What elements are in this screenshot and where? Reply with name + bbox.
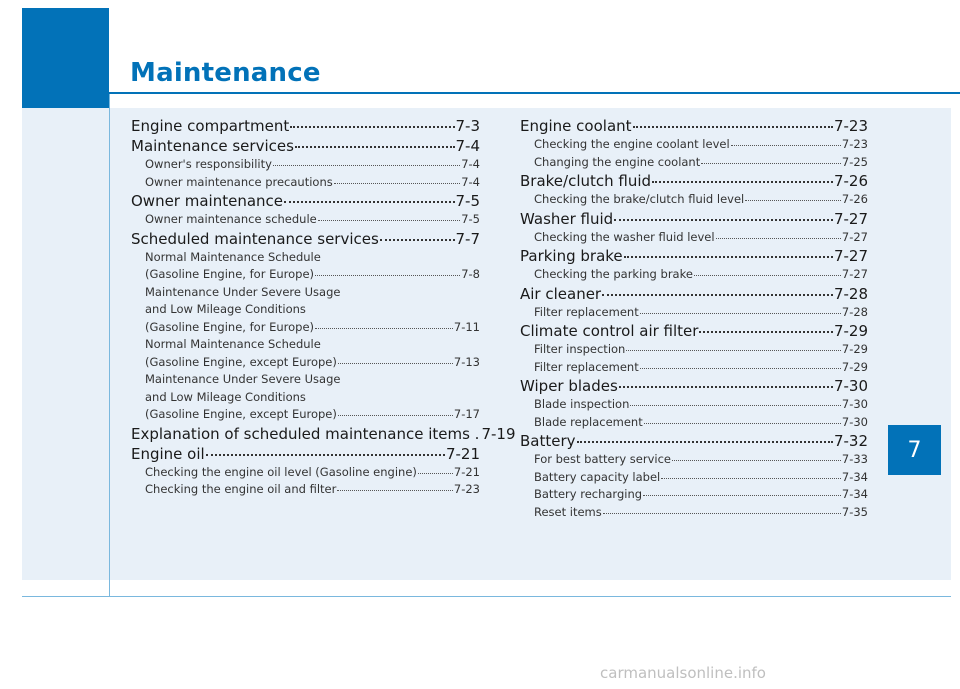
toc-page-number: 7-8 [461, 267, 480, 281]
toc-section-entry[interactable] [520, 210, 868, 229]
toc-entry-label: Engine compartment [131, 117, 290, 135]
toc-leader-dots [672, 460, 841, 461]
toc-section-entry[interactable] [131, 445, 480, 464]
toc-section-entry[interactable] [520, 322, 868, 341]
toc-page-number: 7-4 [461, 157, 480, 171]
toc-leader-dots [338, 415, 453, 416]
toc-subsection-entry[interactable] [131, 211, 480, 229]
toc-leader-dots [640, 368, 841, 369]
toc-section-entry[interactable] [131, 117, 480, 136]
toc-subsection-entry[interactable] [131, 266, 480, 284]
toc-subsection-entry[interactable] [520, 304, 868, 322]
toc-leader-dots [614, 219, 833, 221]
toc-subsection-entry[interactable] [520, 469, 868, 487]
toc-page-number: 7-29 [833, 322, 868, 340]
toc-page-number: 7-30 [833, 377, 868, 395]
toc-page-number: 7-28 [841, 304, 868, 319]
toc-entry-label: Checking the brake/clutch fluid level [534, 192, 745, 206]
toc-page-number: 7-4 [461, 174, 480, 189]
toc-page-number: 7-21 [453, 464, 480, 479]
toc-subsection-entry[interactable] [520, 414, 868, 432]
toc-leader-dots [334, 183, 460, 184]
toc-entry-label: Changing the engine coolant [534, 154, 701, 169]
toc-page-number: 7-25 [841, 154, 868, 169]
toc-leader-dots [699, 331, 833, 333]
chapter-tab[interactable]: 7 [888, 425, 941, 475]
toc-entry-label: Owner's responsibility [145, 157, 272, 171]
toc-entry-label: Explanation of scheduled maintenance items . [131, 424, 480, 443]
toc-subsection-entry[interactable] [520, 136, 868, 154]
toc-entry-label: Filter inspection [534, 342, 626, 356]
toc-entry-label: Battery [520, 432, 576, 450]
toc-section-entry[interactable] [520, 172, 868, 191]
toc-entry-label: Maintenance services [131, 137, 294, 155]
toc-subsection-entry[interactable] [131, 464, 480, 482]
toc-entry-label: Blade inspection [534, 397, 630, 411]
toc-page-number: 7-34 [841, 469, 868, 484]
toc-section-entry[interactable] [520, 432, 868, 451]
toc-entry-label: Checking the parking brake [534, 267, 693, 281]
toc-section-entry[interactable] [131, 424, 516, 444]
toc-entry-label: Climate control air filter [520, 322, 699, 340]
toc-subsection-entry[interactable] [131, 319, 480, 337]
toc-page-number: 7-33 [841, 452, 868, 466]
toc-entry-label: (Gasoline Engine, except Europe) [145, 407, 337, 421]
toc-column-left [131, 116, 516, 499]
toc-leader-dots [644, 423, 841, 424]
watermark: carmanualsonline.info [600, 664, 766, 682]
toc-leader-dots [602, 294, 833, 296]
toc-entry-label: (Gasoline Engine, except Europe) [145, 354, 337, 369]
toc-entry-label: Scheduled maintenance services [131, 229, 379, 248]
toc-page-number: 7-27 [841, 267, 868, 281]
toc-entry-label: Checking the engine oil and filter [145, 482, 337, 496]
toc-leader-dots [315, 275, 460, 276]
toc-leader-dots [577, 441, 833, 443]
toc-leader-dots [603, 513, 841, 514]
toc-entry-label: Parking brake [520, 247, 623, 265]
toc-page-number: 7-30 [841, 397, 868, 411]
toc-page-number: 7-13 [453, 354, 480, 369]
footer-divider [22, 596, 951, 597]
toc-subsection-entry[interactable] [131, 354, 480, 372]
toc-page-number: 7-11 [453, 319, 480, 334]
toc-entry-label: Washer fluid [520, 209, 614, 228]
toc-entry-label: Checking the washer fluid level [534, 229, 715, 244]
toc-subsection-entry[interactable] [131, 156, 480, 174]
toc-subsection-entry[interactable] [520, 154, 868, 172]
toc-entry-label: Owner maintenance [131, 192, 284, 210]
toc-page-number: 7-19 [481, 424, 516, 443]
toc-entry-label: Brake/clutch fluid [520, 172, 652, 190]
toc-entry-label: Checking the engine oil level (Gasoline engine) [145, 464, 417, 479]
toc-leader-dots [661, 478, 841, 479]
toc-leader-dots [624, 256, 833, 258]
toc-entry-label: Filter replacement [534, 359, 639, 374]
toc-leader-dots [633, 126, 833, 128]
toc-leader-dots [640, 313, 841, 314]
toc-section-entry[interactable] [520, 247, 868, 266]
toc-leader-dots [338, 363, 453, 364]
toc-entry-label: Owner maintenance schedule [145, 212, 317, 226]
toc-section-entry[interactable] [520, 285, 868, 304]
toc-section-entry[interactable] [520, 117, 868, 136]
toc-leader-dots [716, 238, 841, 239]
toc-leader-dots [652, 181, 833, 183]
toc-subsection-entry[interactable] [520, 341, 868, 359]
toc-leader-dots [630, 405, 841, 406]
toc-subsection-entry[interactable] [131, 481, 480, 499]
toc-page-number: 7-5 [461, 212, 480, 226]
toc-leader-dots [626, 350, 841, 351]
toc-entry-label: Blade replacement [534, 414, 643, 429]
toc-page-number: 7-27 [833, 209, 868, 228]
toc-column-right [520, 116, 868, 521]
title-underline [109, 92, 960, 94]
toc-page-number: 7-29 [841, 359, 868, 374]
toc-page-number: 7-21 [445, 444, 480, 463]
toc-page-number: 7-23 [841, 137, 868, 151]
toc-entry-label: Air cleaner [520, 284, 602, 303]
toc-section-entry[interactable] [520, 377, 868, 396]
toc-entry-label: Filter replacement [534, 304, 639, 319]
toc-subsection-entry[interactable] [520, 191, 868, 209]
toc-entry-label: Battery capacity label [534, 469, 661, 484]
toc-text-line: Maintenance Under Severe Usage [145, 372, 341, 386]
toc-leader-dots [295, 146, 455, 148]
toc-page-number: 7-27 [833, 247, 868, 265]
toc-page-number: 7-30 [841, 414, 868, 429]
toc-entry-label: For best battery service [534, 452, 671, 466]
toc-entry-label: (Gasoline Engine, for Europe) [145, 267, 315, 281]
toc-page-number: 7-35 [841, 504, 868, 519]
toc-page-number: 7-34 [841, 487, 868, 501]
toc-leader-dots [273, 165, 460, 166]
toc-subsection-entry[interactable] [520, 229, 868, 247]
toc-leader-dots [701, 163, 841, 164]
toc-leader-dots [619, 386, 833, 388]
toc-section-entry[interactable] [131, 230, 480, 249]
toc-page-number: 7-5 [455, 192, 480, 210]
toc-entry-label: Owner maintenance precautions [145, 174, 333, 189]
toc-text-line: Maintenance Under Severe Usage [145, 284, 341, 299]
toc-section-entry[interactable] [131, 192, 480, 211]
toc-subsection-entry[interactable] [520, 359, 868, 377]
toc-page-number: 7-23 [453, 482, 480, 496]
toc-subsection-entry[interactable] [520, 396, 868, 414]
toc-leader-dots [745, 200, 841, 201]
toc-subsection-entry[interactable] [520, 451, 868, 469]
toc-page-number: 7-28 [833, 284, 868, 303]
toc-entry-label: Battery recharging [534, 487, 643, 501]
page-title: Maintenance [130, 58, 321, 88]
toc-page-number: 7-27 [841, 229, 868, 244]
toc-subsection-entry[interactable] [520, 266, 868, 284]
toc-section-entry[interactable] [131, 137, 480, 156]
toc-text-line: and Low Mileage Conditions [145, 302, 306, 316]
toc-leader-dots [694, 275, 841, 276]
toc-page-number: 7-26 [841, 192, 868, 206]
toc-leader-dots [318, 220, 460, 221]
toc-page-number: 7-29 [841, 342, 868, 356]
toc-leader-dots [315, 328, 453, 329]
toc-text-line: Normal Maintenance Schedule [145, 249, 321, 264]
toc-page-number: 7-23 [833, 117, 868, 135]
toc-leader-dots [337, 490, 453, 491]
toc-page-number: 7-3 [455, 117, 480, 135]
toc-page-number: 7-4 [455, 137, 480, 155]
toc-subsection-entry[interactable] [520, 504, 868, 522]
toc-leader-dots [418, 473, 453, 474]
toc-entry-label: Engine coolant [520, 117, 632, 135]
toc-subsection-entry[interactable] [131, 174, 480, 192]
toc-entry-label: Reset items [534, 504, 602, 519]
toc-text-line: Normal Maintenance Schedule [145, 337, 321, 351]
header-accent-block [22, 8, 109, 108]
toc-entry-label: Checking the engine coolant level [534, 137, 730, 151]
toc-leader-dots [380, 239, 455, 241]
toc-entry-label: (Gasoline Engine, for Europe) [145, 319, 315, 334]
toc-subsection-entry[interactable] [520, 486, 868, 504]
toc-leader-dots [731, 145, 841, 146]
toc-entry-label: Wiper blades [520, 377, 618, 395]
toc-subsection-entry[interactable] [131, 406, 480, 424]
toc-page-number: 7-17 [453, 407, 480, 421]
toc-page-number: 7-32 [833, 432, 868, 450]
toc-leader-dots [290, 126, 454, 128]
toc-entry-label: Engine oil [131, 444, 205, 463]
gutter-divider [109, 94, 110, 596]
toc-leader-dots [206, 454, 445, 456]
toc-page-number: 7-26 [833, 172, 868, 190]
toc-leader-dots [284, 201, 454, 203]
toc-leader-dots [643, 495, 841, 496]
toc-page-number: 7-7 [455, 229, 480, 248]
toc-text-line: and Low Mileage Conditions [145, 389, 306, 404]
